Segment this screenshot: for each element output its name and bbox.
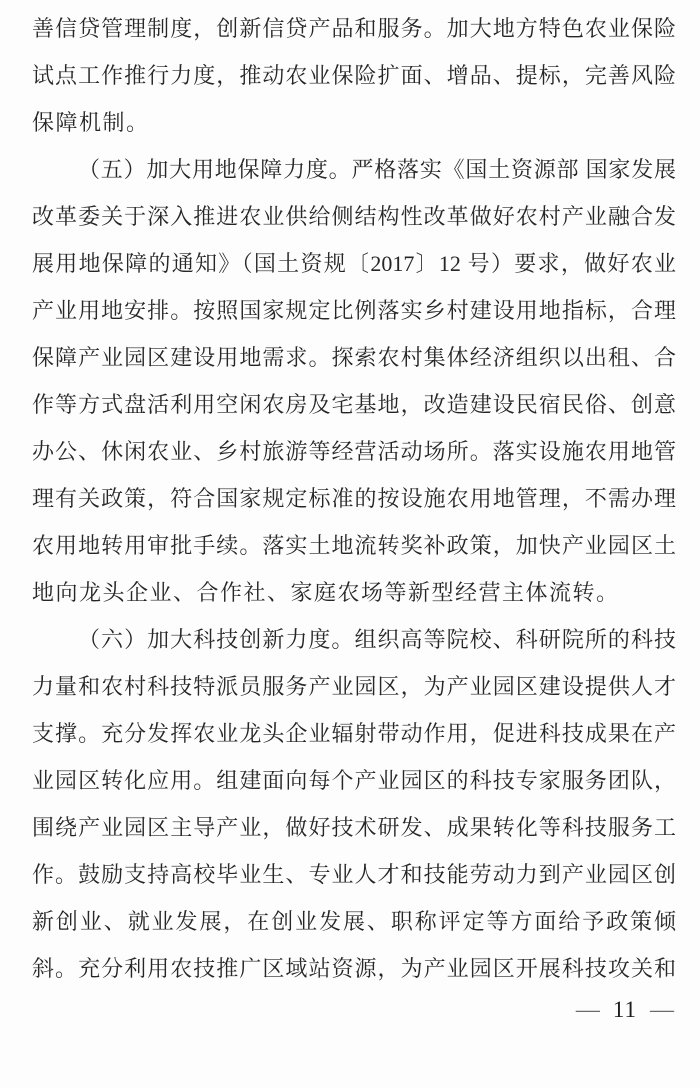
text-line: 试点工作推行力度，推动农业保险扩面、增品、提标，完善风险 — [32, 63, 676, 88]
text-line: 作等方式盘活利用空闲农房及宅基地，改造建设民宿民俗、创意 — [32, 392, 676, 417]
text-line: 斜。充分利用农技推广区域站资源，为产业园区开展科技攻关和 — [32, 956, 676, 981]
text-line: 农用地转用审批手续。落实土地流转奖补政策，加快产业园区土 — [32, 533, 676, 558]
paragraph-section-5 — [32, 146, 676, 616]
text-line: 围绕产业园区主导产业，做好技术研发、成果转化等科技服务工 — [32, 815, 676, 840]
text-line: 力量和农村科技特派员服务产业园区，为产业园区建设提供人才 — [32, 674, 676, 699]
text-line: 保障机制。 — [32, 110, 150, 135]
text-block — [32, 5, 676, 992]
text-line: 产业用地安排。按照国家规定比例落实乡村建设用地指标，合理 — [32, 298, 676, 323]
text-line: 支撑。充分发挥农业龙头企业辐射带动作用，促进科技成果在产 — [32, 721, 676, 746]
page-number-right-dash: — — [650, 997, 674, 1023]
page-number-left-dash: — — [575, 997, 600, 1023]
paragraph-continuation — [32, 5, 676, 146]
text-line: 保障产业园区建设用地需求。探索农村集体经济组织以出租、合 — [32, 345, 676, 370]
text-line: 理有关政策，符合国家规定标准的按设施农用地管理，不需办理 — [32, 486, 676, 511]
text-line: 业园区转化应用。组建面向每个产业园区的科技专家服务团队， — [32, 768, 676, 793]
text-line: 作。鼓励支持高校毕业生、专业人才和技能劳动力到产业园区创 — [32, 862, 676, 887]
text-line: 办公、休闲农业、乡村旅游等经营活动场所。落实设施农用地管 — [32, 439, 676, 464]
text-line: 善信贷管理制度，创新信贷产品和服务。加大地方特色农业保险 — [32, 16, 676, 41]
text-line: （六）加大科技创新力度。组织高等院校、科研院所的科技 — [78, 627, 676, 652]
page-number — [576, 995, 674, 1025]
page-number-value: 11 — [612, 997, 637, 1022]
paragraph-section-6 — [32, 616, 676, 992]
text-line: 改革委关于深入推进农业供给侧结构性改革做好农村产业融合发 — [32, 204, 676, 229]
text-line: （五）加大用地保障力度。严格落实《国土资源部 国家发展 — [78, 157, 676, 182]
text-line: 地向龙头企业、合作社、家庭农场等新型经营主体流转。 — [32, 580, 620, 605]
text-line: 展用地保障的通知》（国土资规〔2017〕12 号）要求，做好农业 — [32, 251, 676, 276]
text-line: 新创业、就业发展，在创业发展、职称评定等方面给予政策倾 — [32, 909, 676, 934]
